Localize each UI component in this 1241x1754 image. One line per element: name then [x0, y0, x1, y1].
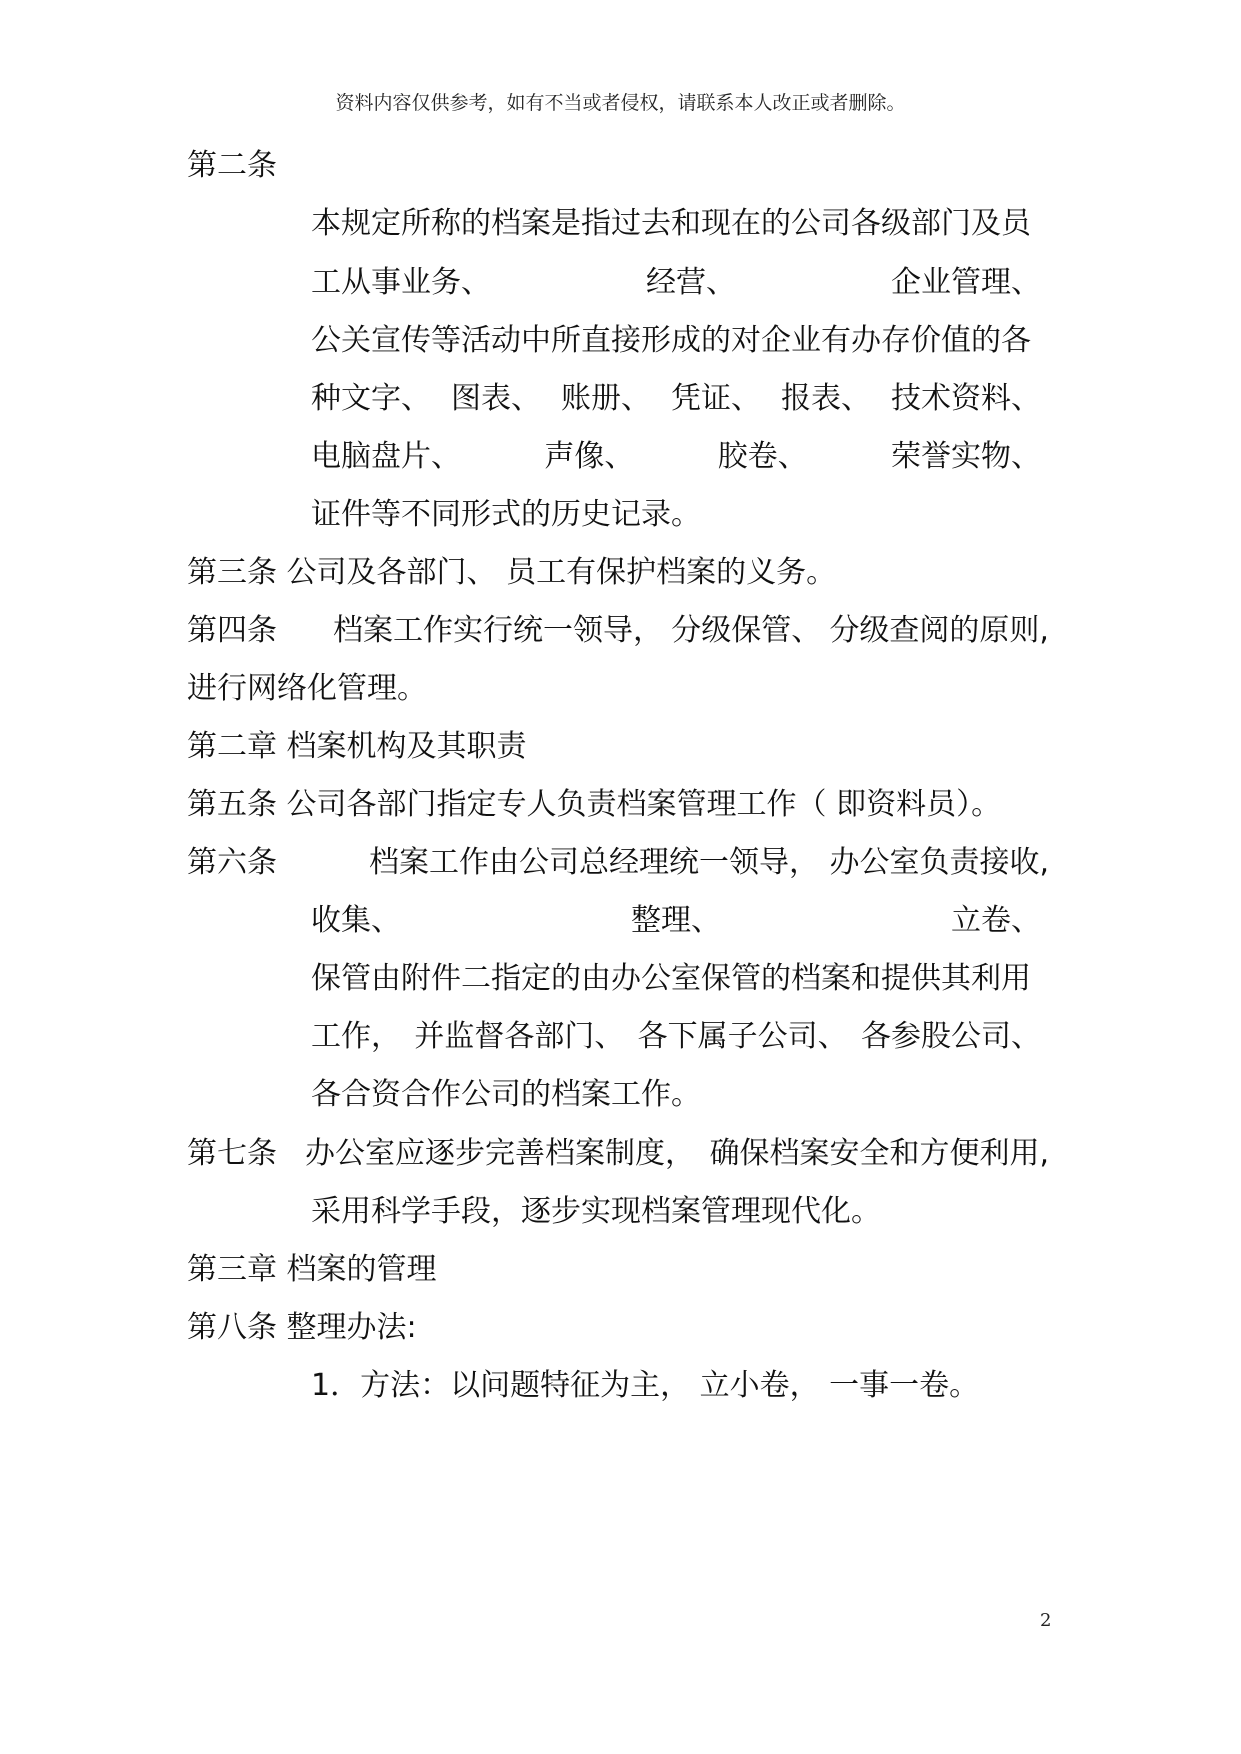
text-segment: 确保档案安全和方便利用, — [709, 1136, 1049, 1171]
text-segment: 分级查阅的原则, — [829, 613, 1049, 648]
text-segment: 声像、 — [544, 439, 635, 474]
text-segment: 技术资料、 — [891, 381, 1041, 416]
text-segment: 电脑盘片、 — [311, 439, 461, 474]
article-7-line-1 — [187, 1134, 1049, 1174]
article-8: 第八条 整理办法: — [187, 1310, 417, 1345]
text-segment: 胶卷、 — [717, 439, 808, 474]
article-2-line-3: 公关宣传等活动中所直接形成的对企业有办存价值的各 — [311, 323, 1031, 358]
text-segment: 收集、 — [311, 903, 401, 938]
article-6-line-2 — [311, 901, 1041, 941]
article-2-line-2 — [311, 263, 1041, 303]
text-segment: 工从事业务、 — [311, 265, 491, 300]
text-segment: 整理、 — [631, 903, 721, 938]
chapter-3-heading: 第三章 档案的管理 — [187, 1252, 437, 1287]
text-segment: 并监督各部门、 — [414, 1019, 625, 1054]
article-8-item-1: 1．方法：以问题特征为主， 立小卷， 一事一卷。 — [311, 1368, 980, 1403]
text-segment: 各参股公司、 — [860, 1019, 1041, 1054]
text-segment: 分级保管、 — [671, 613, 822, 648]
text-segment: 经营、 — [646, 265, 736, 300]
article-5: 第五条 公司各部门指定专人负责档案管理工作（ 即资料员）。 — [187, 787, 1002, 822]
text-segment: 工作， — [311, 1019, 401, 1054]
text-segment: 各下属子公司、 — [637, 1019, 848, 1054]
text-segment: 立卷、 — [951, 903, 1041, 938]
text-segment: 账册、 — [561, 381, 651, 416]
article-6-label: 第六条 — [187, 845, 277, 880]
article-7-label: 第七条 — [187, 1136, 277, 1171]
text-segment: 办公室应逐步完善档案制度， — [305, 1136, 695, 1171]
article-2-line-5 — [311, 437, 1041, 477]
article-6-line-3: 保管由附件二指定的由办公室保管的档案和提供其利用 — [311, 961, 1031, 996]
text-segment: 办公室负责接收, — [829, 845, 1049, 880]
article-2-line-1: 本规定所称的档案是指过去和现在的公司各级部门及员 — [311, 206, 1031, 241]
article-7-text — [305, 1134, 1049, 1174]
article-4-line-2: 进行网络化管理。 — [187, 671, 427, 706]
text-segment: 档案工作实行统一领导， — [333, 613, 663, 648]
article-2-line-4 — [311, 379, 1041, 419]
article-6-line-1 — [187, 843, 1049, 883]
article-4-label: 第四条 — [187, 613, 277, 648]
text-segment: 图表、 — [451, 381, 541, 416]
article-3: 第三条 公司及各部门、 员工有保护档案的义务。 — [187, 555, 837, 590]
text-segment: 凭证、 — [671, 381, 761, 416]
article-6-line-4 — [311, 1017, 1041, 1057]
article-2-label: 第二条 — [187, 148, 277, 183]
text-segment: 种文字、 — [311, 381, 431, 416]
article-4-text — [333, 611, 1049, 651]
text-segment: 报表、 — [781, 381, 871, 416]
article-6-line-5: 各合资合作公司的档案工作。 — [311, 1077, 701, 1112]
page-number: 2 — [1040, 1610, 1052, 1631]
page-header-disclaimer: 资料内容仅供参考，如有不当或者侵权，请联系本人改正或者删除。 — [335, 92, 906, 114]
article-7-line-2: 采用科学手段，逐步实现档案管理现代化。 — [311, 1194, 881, 1229]
text-segment: 荣誉实物、 — [890, 439, 1041, 474]
text-segment: 档案工作由公司总经理统一领导， — [369, 845, 819, 880]
article-2-line-6: 证件等不同形式的历史记录。 — [311, 497, 701, 532]
article-6-text — [333, 843, 1049, 883]
chapter-2-heading: 第二章 档案机构及其职责 — [187, 729, 527, 764]
text-segment: 企业管理、 — [891, 265, 1041, 300]
article-4-line-1 — [187, 611, 1049, 651]
